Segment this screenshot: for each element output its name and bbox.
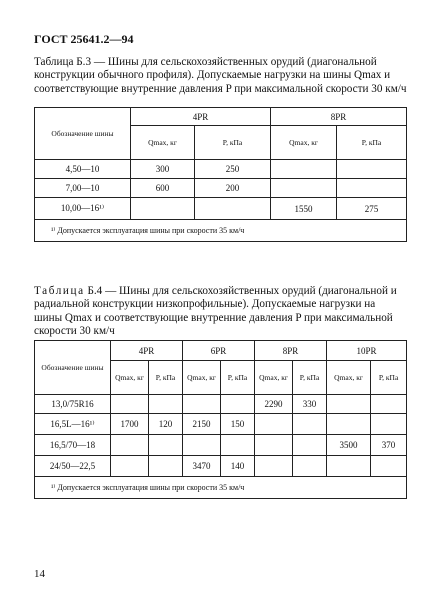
cell [371, 414, 407, 435]
cell [293, 456, 327, 477]
cell [327, 456, 371, 477]
sub-header-p: P, кПа [195, 126, 271, 160]
table1-caption: Таблица Б.3 — Шины для сельскохозяйственных орудий (диагональной конструкции обычного профиля). Допускаемые нагрузки на шины Qmax и соответствующие внутренние давления P при максимальной скорости 30 км/ч [34, 56, 407, 95]
group-header-4pr: 4PR [111, 341, 183, 361]
table-row [35, 435, 407, 456]
cell: 2150 [183, 414, 221, 435]
col-header-designation: Обозначение шины [35, 341, 111, 395]
cell [221, 435, 255, 456]
cell [327, 395, 371, 414]
group-header-4pr: 4PR [131, 108, 271, 126]
cell [371, 456, 407, 477]
cell: 600 [131, 179, 195, 198]
table-row [35, 395, 407, 414]
cell-designation: 10,00—16¹⁾ [35, 198, 131, 220]
cell-designation: 16,5/70—18 [35, 435, 111, 456]
sub-header-p: P, кПа [221, 361, 255, 395]
cell [271, 179, 337, 198]
sub-header-p: P, кПа [337, 126, 407, 160]
cell: 250 [195, 160, 271, 179]
sub-header-p: P, кПа [293, 361, 327, 395]
cell [293, 414, 327, 435]
col-header-designation: Обозначение шины [35, 108, 131, 160]
cell: 1700 [111, 414, 149, 435]
cell: 2290 [255, 395, 293, 414]
cell [111, 435, 149, 456]
cell [183, 395, 221, 414]
table-footnote: ¹⁾ Допускается эксплуатация шины при скорости 35 км/ч [35, 220, 407, 242]
cell [337, 179, 407, 198]
cell [255, 435, 293, 456]
table2-caption [34, 285, 406, 339]
table-row [35, 414, 407, 435]
cell [195, 198, 271, 220]
group-header-8pr: 8PR [255, 341, 327, 361]
cell [131, 198, 195, 220]
sub-header-q: Qmax, кг [111, 361, 149, 395]
cell [293, 435, 327, 456]
cell-designation: 13,0/75R16 [35, 395, 111, 414]
table-footnote: ¹⁾ Допускается эксплуатация шины при скорости 35 км/ч [35, 477, 407, 499]
cell-designation: 24/50—22,5 [35, 456, 111, 477]
cell: 300 [131, 160, 195, 179]
cell [149, 395, 183, 414]
cell [255, 414, 293, 435]
cell [149, 435, 183, 456]
table-row [35, 179, 407, 198]
cell: 120 [149, 414, 183, 435]
cell-designation: 16,5L—16¹⁾ [35, 414, 111, 435]
cell [327, 414, 371, 435]
cell: 370 [371, 435, 407, 456]
cell: 140 [221, 456, 255, 477]
cell [337, 160, 407, 179]
table-b4 [34, 340, 407, 499]
sub-header-q: Qmax, кг [131, 126, 195, 160]
sub-header-p: P, кПа [149, 361, 183, 395]
cell [271, 160, 337, 179]
page-number: 14 [34, 568, 45, 580]
cell: 330 [293, 395, 327, 414]
cell [371, 395, 407, 414]
cell [149, 456, 183, 477]
sub-header-q: Qmax, кг [183, 361, 221, 395]
sub-header-p: P, кПа [371, 361, 407, 395]
table2-caption-label: Таблица [34, 285, 85, 297]
table-row [35, 198, 407, 220]
cell [111, 456, 149, 477]
table-b3 [34, 107, 407, 242]
cell [183, 435, 221, 456]
group-header-10pr: 10PR [327, 341, 407, 361]
sub-header-q: Qmax, кг [327, 361, 371, 395]
table-row [35, 160, 407, 179]
cell-designation: 4,50—10 [35, 160, 131, 179]
document-header: ГОСТ 25641.2—94 [34, 32, 134, 46]
cell: 3470 [183, 456, 221, 477]
group-header-8pr: 8PR [271, 108, 407, 126]
cell: 3500 [327, 435, 371, 456]
cell [255, 456, 293, 477]
cell: 200 [195, 179, 271, 198]
cell: 150 [221, 414, 255, 435]
table-row [35, 456, 407, 477]
table2-caption-text: Б.4 — Шины для сельскохозяйственных орудий (диагональной и радиальной конструкции низкопрофильные). Допускаемые нагрузки на шины Qmax и соответствующие внутренние давления P при максимальной скорости 30 км/ч [34, 285, 397, 338]
sub-header-q: Qmax, кг [255, 361, 293, 395]
cell-designation: 7,00—10 [35, 179, 131, 198]
sub-header-q: Qmax, кг [271, 126, 337, 160]
group-header-6pr: 6PR [183, 341, 255, 361]
cell [221, 395, 255, 414]
cell: 1550 [271, 198, 337, 220]
cell [111, 395, 149, 414]
cell: 275 [337, 198, 407, 220]
